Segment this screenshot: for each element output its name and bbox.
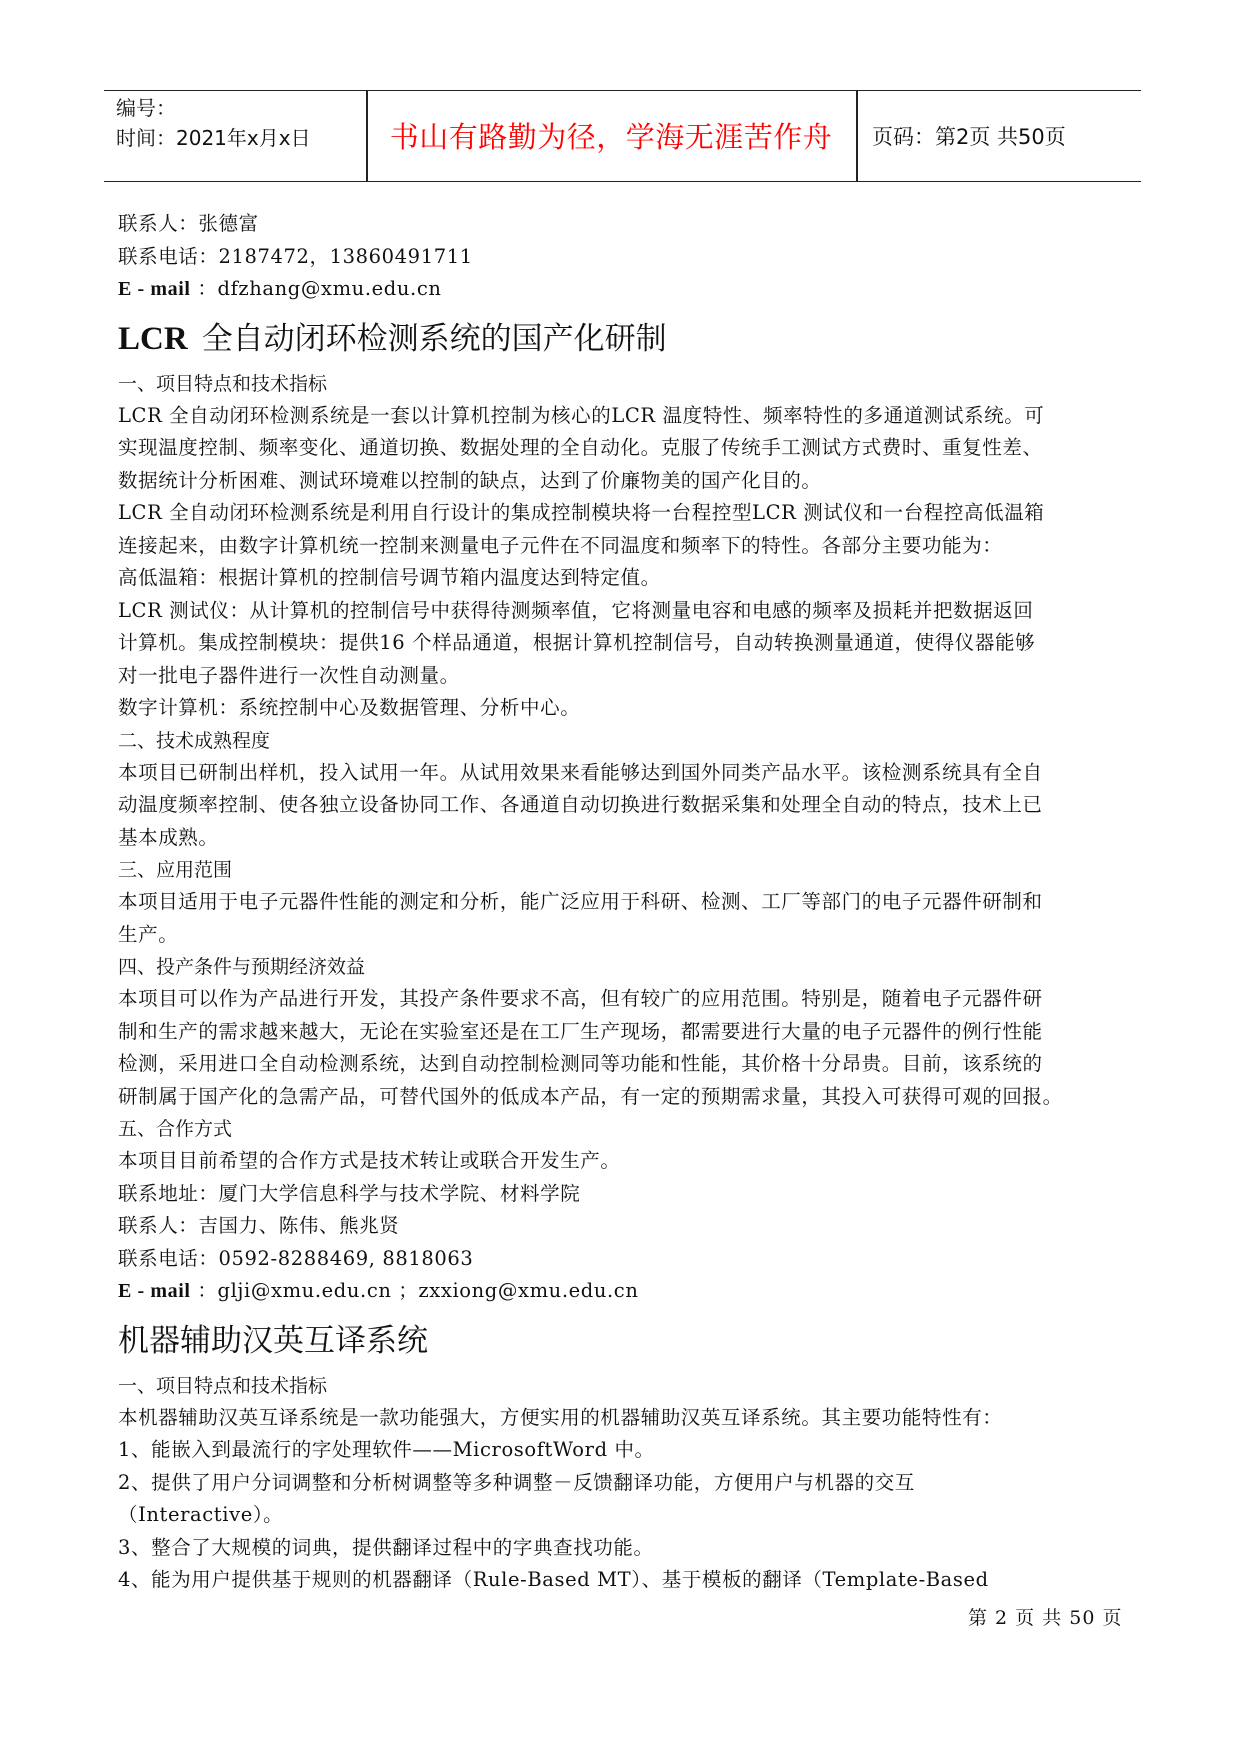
paragraph-line: 本项目已研制出样机，投入试用一年。从试用效果来看能够达到国外同类产品水平。该检测系统具有全自 [118, 760, 1043, 784]
paragraph-line: 本项目可以作为产品进行开发，其投产条件要求不高，但有较广的应用范围。特别是，随着电子元器件研 [118, 987, 1043, 1010]
paragraph-line: 数字计算机：系统控制中心及数据管理、分析中心。 [118, 696, 581, 719]
paragraph-line: 数据统计分析困难、测试环境难以控制的缺点，达到了价廉物美的国产化目的。 [118, 468, 822, 492]
paragraph-line: 制和生产的需求越来越大，无论在实验室还是在工厂生产现场，都需要进行大量的电子元器件的例行性能 [118, 1019, 1043, 1043]
title-prefix: LCR [118, 320, 188, 357]
paragraph-line: 本项目适用于电子元器件性能的测定和分析，能广泛应用于科研、检测、工厂等部门的电子元器件研制和 [118, 890, 1043, 913]
heading-cooperation: 五、合作方式 [118, 1118, 233, 1140]
paragraph-line: 本项目目前希望的合作方式是技术转让或联合开发生产。 [118, 1149, 621, 1172]
paragraph-line: LCR 全自动闭环检测系统是利用自行设计的集成控制模块将一台程控型LCR 测试仪和一台程控高低温箱 [118, 501, 1045, 524]
paragraph-line: LCR 全自动闭环检测系统是一套以计算机控制为核心的LCR 温度特性、频率特性的多通道测试系统。可 [118, 403, 1045, 427]
paragraph-line: 检测，采用进口全自动检测系统，达到自动控制检测同等功能和性能，其价格十分昂贵。目前，该系统的 [118, 1052, 1043, 1075]
email-label: E - mail [118, 278, 191, 300]
contact-phone: 联系电话：2187472，13860491711 [118, 244, 473, 268]
header-page-label: 页码：第2页 共50页 [872, 124, 1066, 149]
paragraph-line: 连接起来，由数字计算机统一控制来测量电子元件在不同温度和频率下的特性。各部分主要功能为： [118, 533, 1003, 557]
heading-features: 一、项目特点和技术指标 [118, 1374, 328, 1397]
document-header [104, 90, 1141, 182]
paragraph-line: LCR 测试仪：从计算机的控制信号中获得待测频率值，它将测量电容和电感的频率及损耗并把数据返回 [118, 598, 1034, 622]
list-item: 1、能嵌入到最流行的字处理软件——MicrosoftWord 中。 [118, 1438, 655, 1461]
title-rest: 全自动闭环检测系统的国产化研制 [201, 320, 667, 357]
page-footer: 第 2 页 共 50 页 [968, 1607, 1123, 1629]
list-item: 2、提供了用户分词调整和分析树调整等多种调整－反馈翻译功能，方便用户与机器的交互 [118, 1470, 915, 1494]
section-title-lcr [118, 310, 1128, 368]
heading-economic: 四、投产条件与预期经济效益 [118, 956, 366, 978]
paragraph-line: 本机器辅助汉英互译系统是一款功能强大，方便实用的机器辅助汉英互译系统。其主要功能特性有： [118, 1405, 1003, 1429]
paragraph-line: 计算机。集成控制模块：提供16 个样品通道，根据计算机控制信号，自动转换测量通道，使得仪器能够 [118, 631, 1036, 654]
heading-maturity: 二、技术成熟程度 [118, 729, 271, 752]
header-left [116, 93, 311, 153]
paragraph-line: 高低温箱：根据计算机的控制信号调节箱内温度达到特定值。 [118, 566, 661, 589]
list-item: 4、能为用户提供基于规则的机器翻译（Rule-Based MT）、基于模板的翻译（Template-Based [118, 1568, 989, 1591]
email-value: ：dfzhang@xmu.edu.cn [197, 277, 442, 300]
paragraph-line: 研制属于国产化的急需产品，可替代国外的低成本产品，有一定的预期需求量，其投入可获得可观的回报。 [118, 1084, 1063, 1108]
contact-email [118, 273, 1128, 306]
email-value: ：glji@xmu.edu.cn ；zxxiong@xmu.edu.cn [197, 1279, 639, 1302]
paragraph-line: 生产。 [118, 922, 179, 946]
contact-email [118, 1275, 1128, 1308]
header-motto: 书山有路勤为径，学海无涯苦作舟 [389, 120, 833, 154]
section-title-mt: 机器辅助汉英互译系统 [118, 1322, 428, 1359]
paragraph-line: 实现温度控制、频率变化、通道切换、数据处理的全自动化。克服了传统手工测试方式费时、重复性差、 [118, 436, 1043, 459]
contact-person: 联系人：张德富 [118, 212, 259, 235]
header-divider [856, 91, 858, 181]
contact-person: 联系人：吉国力、陈伟、熊兆贤 [118, 1214, 400, 1237]
paragraph-line: 基本成熟。 [118, 825, 219, 849]
paragraph-line: 对一批电子器件进行一次性自动测量。 [118, 663, 460, 687]
heading-features: 一、项目特点和技术指标 [118, 372, 328, 395]
paragraph-line: 动温度频率控制、使各独立设备协同工作、各通道自动切换进行数据采集和处理全自动的特点，技术上已 [118, 793, 1043, 816]
list-item: 3、整合了大规模的词典，提供翻译过程中的字典查找功能。 [118, 1535, 654, 1559]
email-label: E - mail [118, 1280, 191, 1302]
contact-phone: 联系电话：0592-8288469, 8818063 [118, 1246, 474, 1270]
document-number-label: 编号： [116, 96, 176, 120]
heading-scope: 三、应用范围 [118, 859, 233, 881]
document-time-label: 时间：2021年x月x日 [116, 126, 311, 150]
contact-address: 联系地址：厦门大学信息科学与技术学院、材料学院 [118, 1181, 581, 1205]
list-item: （Interactive）。 [118, 1503, 284, 1526]
document-body [118, 208, 1128, 1597]
